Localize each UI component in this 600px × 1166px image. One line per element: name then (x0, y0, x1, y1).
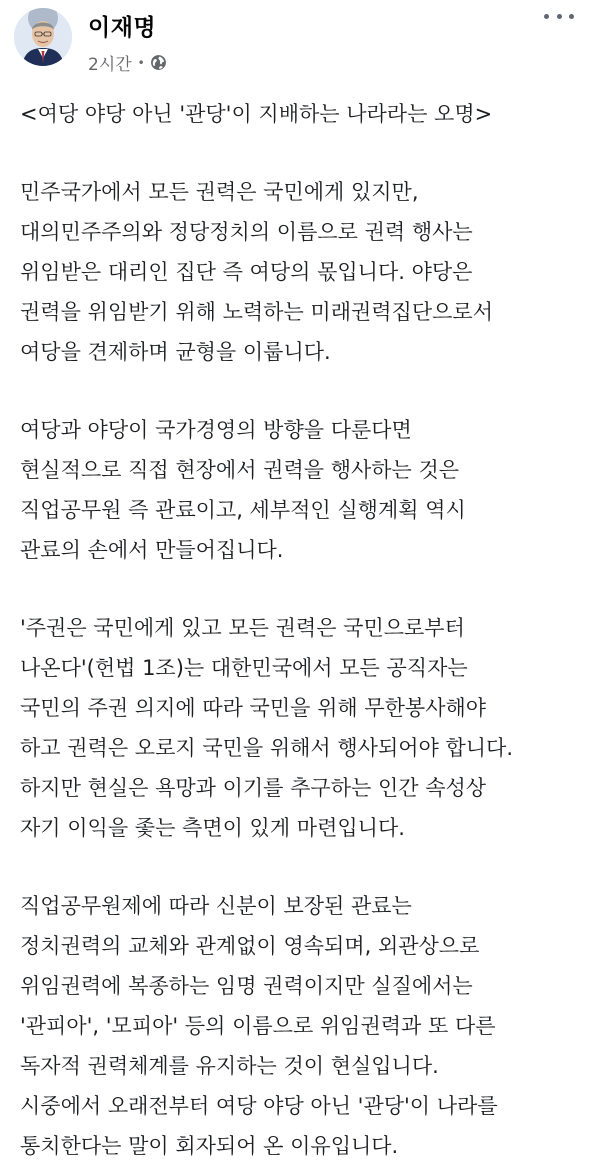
paragraph-line: 자기 이익을 좇는 측면이 있게 마련입니다. (20, 816, 405, 840)
post-header (0, 0, 600, 86)
paragraph-line: 직업공무원 즉 관료이고, 세부적인 실행계획 역시 (20, 498, 466, 522)
paragraph-spacer (20, 134, 590, 172)
paragraph-line: 시중에서 오래전부터 여당 야당 아닌 '관당'이 나라를 (20, 1094, 498, 1118)
paragraph-line: 위임권력에 복종하는 임명 권력이지만 실질에서는 (20, 974, 473, 998)
post-paragraph (20, 410, 590, 570)
paragraph-line: 관료의 손에서 만들어집니다. (20, 538, 284, 562)
avatar-photo (14, 8, 72, 66)
post-timestamp[interactable]: 2시간 (88, 55, 132, 75)
author-name[interactable]: 이재명 (88, 15, 157, 41)
paragraph-line: 현실적으로 직접 현장에서 권력을 행사하는 것은 (20, 458, 460, 482)
paragraph-line: 나온다'(헌법 1조)는 대한민국에서 모든 공직자는 (20, 656, 468, 680)
post-paragraph (20, 886, 590, 1166)
paragraph-spacer (20, 372, 590, 410)
paragraph-line: 대의민주주의와 정당정치의 이름으로 권력 행사는 (20, 220, 473, 244)
author-avatar[interactable] (14, 8, 72, 66)
post-body (20, 94, 590, 1166)
paragraph-line: 하고 권력은 오로지 국민을 위해서 행사되어야 합니다. (20, 736, 514, 760)
paragraph-line: 정치권력의 교체와 관계없이 영속되며, 외관상으로 (20, 934, 480, 958)
globe-icon[interactable] (150, 54, 167, 71)
paragraph-line: 여당과 야당이 국가경영의 방향을 다룬다면 (20, 418, 412, 442)
paragraph-line: '주권은 국민에게 있고 모든 권력은 국민으로부터 (20, 616, 465, 640)
paragraph-line: 권력을 위임받기 위해 노력하는 미래권력집단으로서 (20, 300, 493, 324)
meta-separator: • (137, 55, 145, 70)
paragraph-spacer (20, 848, 590, 886)
paragraph-line: 하지만 현실은 욕망과 이기를 추구하는 인간 속성상 (20, 776, 487, 800)
paragraph-line: '관피아', '모피아' 등의 이름으로 위임권력과 또 다른 (20, 1014, 496, 1038)
paragraph-line: 민주국가에서 모든 권력은 국민에게 있지만, (20, 180, 419, 204)
post-title: <여당 야당 아닌 '관당'이 지배하는 나라라는 오명> (20, 102, 493, 126)
more-options-icon[interactable] (544, 6, 574, 26)
paragraph-line: 여당을 견제하며 균형을 이룹니다. (20, 340, 331, 364)
paragraph-line: 독자적 권력체계를 유지하는 것이 현실입니다. (20, 1054, 439, 1078)
paragraph-spacer (20, 570, 590, 608)
post-paragraph (20, 608, 590, 848)
post-paragraph (20, 172, 590, 372)
paragraph-line: 위임받은 대리인 집단 즉 여당의 몫입니다. 야당은 (20, 260, 473, 284)
paragraph-line: 국민의 주권 의지에 따라 국민을 위해 무한봉사해야 (20, 696, 487, 720)
paragraph-line: 직업공무원제에 따라 신분이 보장된 관료는 (20, 894, 412, 918)
paragraph-line: 통치한다는 말이 회자되어 온 이유입니다. (20, 1134, 399, 1158)
post-meta (88, 50, 167, 75)
